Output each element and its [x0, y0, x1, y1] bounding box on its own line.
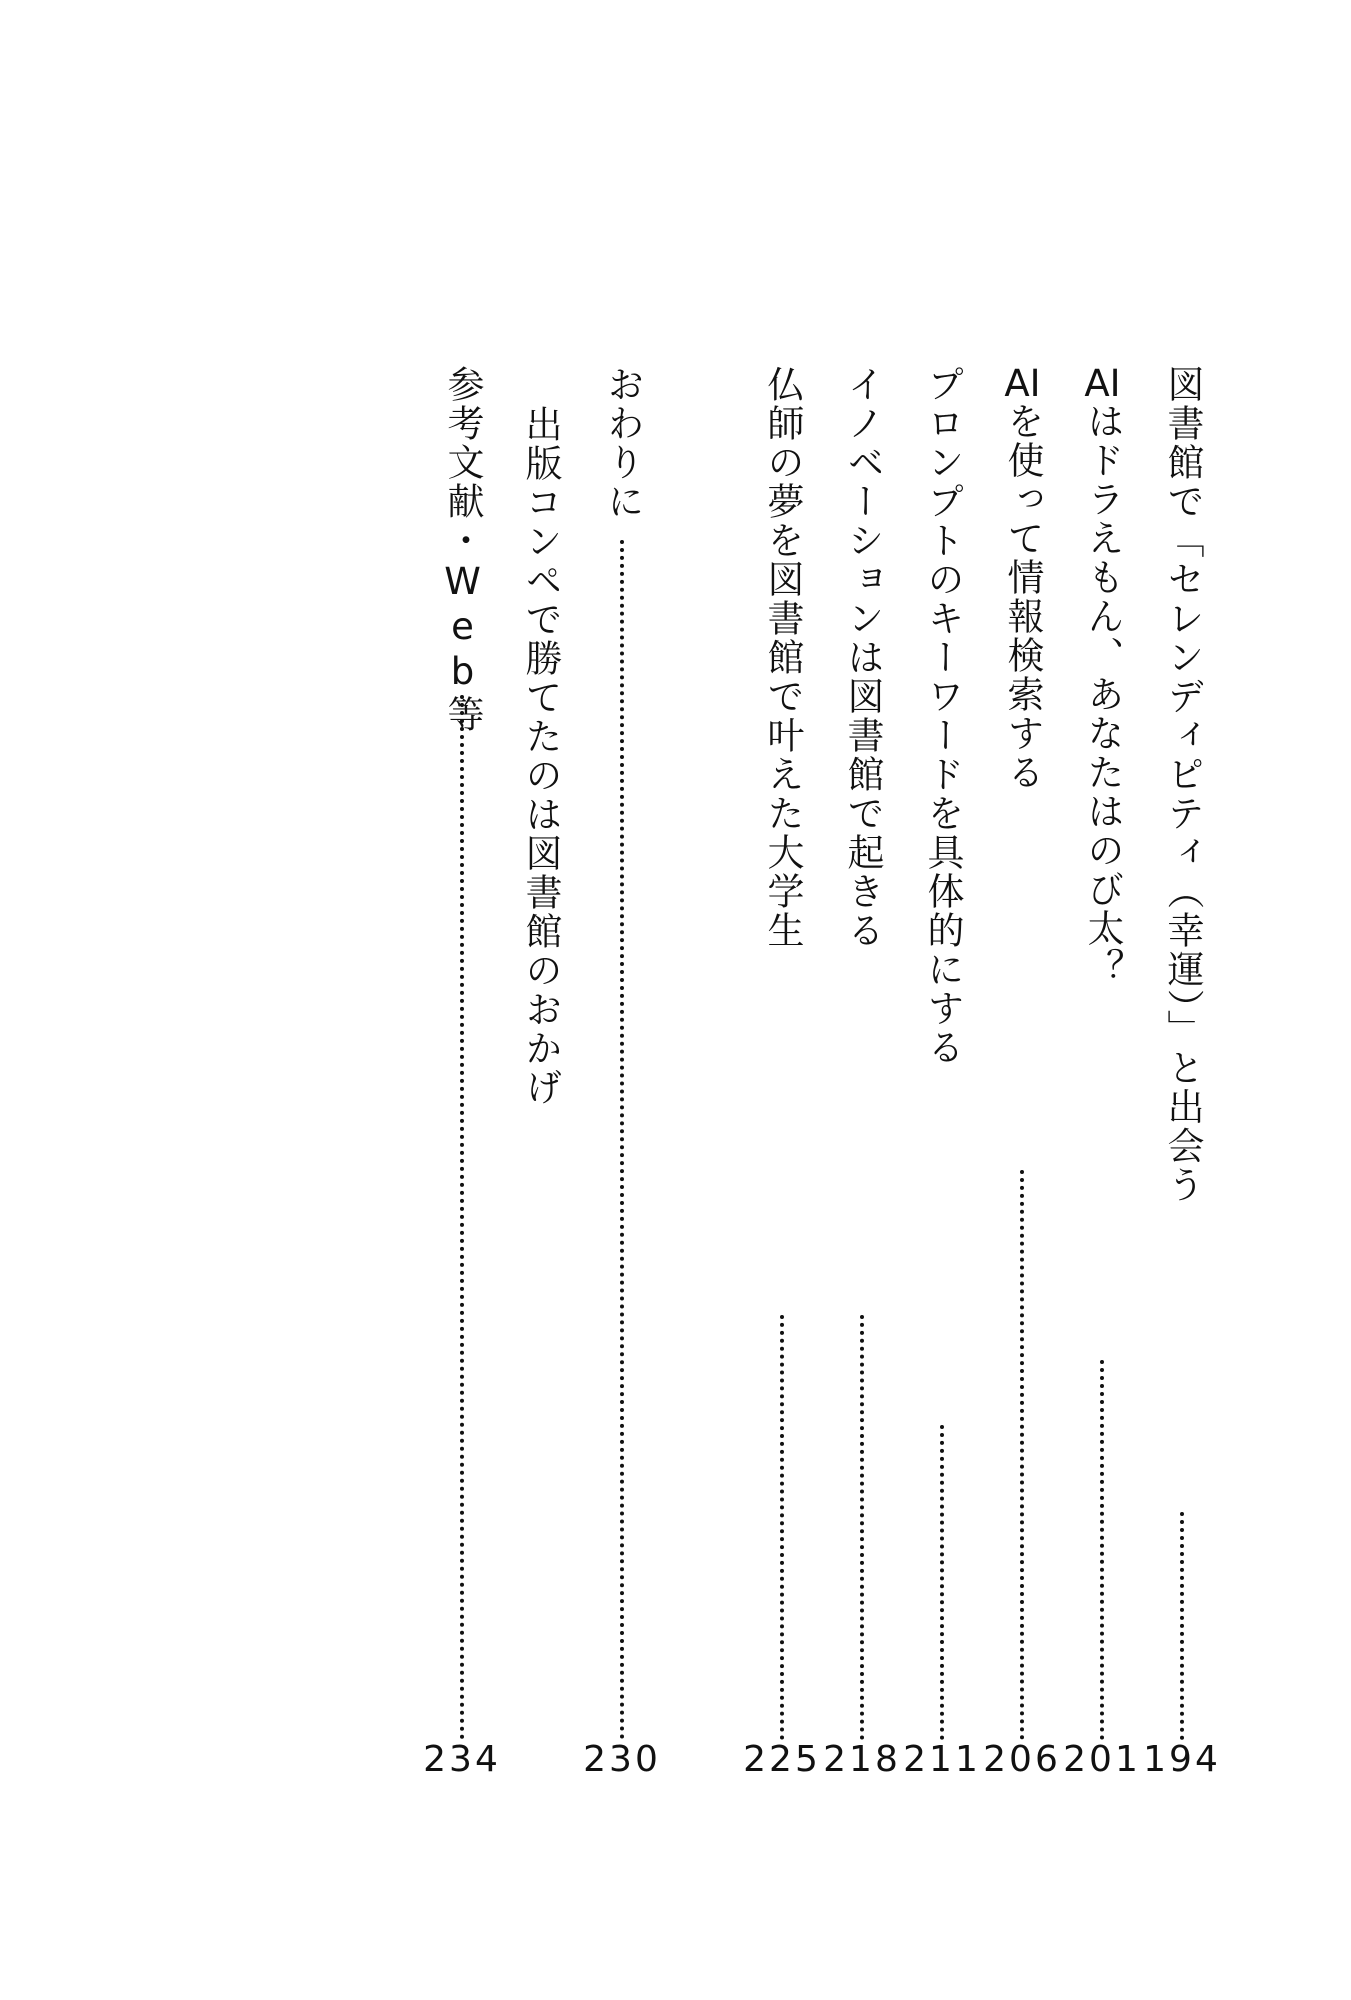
toc-entry — [920, 365, 964, 1740]
toc-entry — [440, 365, 484, 1740]
toc-entry-title: 出版コンペで勝てたのは図書館のおかげ — [519, 405, 562, 1107]
toc-entry-title — [1080, 365, 1124, 987]
toc-entry-title: おわりに — [601, 365, 644, 521]
toc-entry-title: イノベーションは図書館で起きる — [841, 365, 884, 950]
toc-entry-title-rest: はドラえもん、あなたはのび太？ — [1081, 402, 1124, 987]
toc-page-number: 230 — [583, 1739, 661, 1780]
toc-entry-title: 参考文献・Web等 — [441, 365, 484, 734]
toc-page-number: 234 — [423, 1739, 501, 1780]
toc-page-number: 201 — [1063, 1739, 1141, 1780]
toc-entry — [840, 365, 884, 1740]
toc-entry — [600, 365, 644, 1740]
toc-entry-title-lead: AI — [1004, 365, 1041, 402]
toc-page-number: 206 — [983, 1739, 1061, 1780]
toc-page-number: 218 — [823, 1739, 901, 1780]
toc-page-number: 225 — [743, 1739, 821, 1780]
toc-entry — [1000, 365, 1044, 1740]
toc-leader-dots — [1020, 1170, 1024, 1740]
toc-entry-title: 図書館で「セレンディピティ（幸運）」と出会う — [1161, 365, 1204, 1205]
toc-entry-title-lead: AI — [1084, 365, 1121, 402]
toc-leader-dots — [860, 1315, 864, 1740]
toc-page-number: 211 — [903, 1739, 981, 1780]
toc-leader-dots — [620, 540, 624, 1740]
toc-leader-dots — [940, 1425, 944, 1740]
toc-leader-dots — [1100, 1360, 1104, 1740]
toc-entry-title: プロンプトのキーワードを具体的にする — [921, 365, 964, 1067]
toc-entry — [760, 365, 804, 1740]
toc-leader-dots — [460, 695, 464, 1740]
toc-entry-title — [1000, 365, 1044, 792]
toc-entry-title: 仏師の夢を図書館で叶えた大学生 — [761, 365, 804, 950]
toc-subentry — [518, 405, 562, 1780]
toc-page-number: 194 — [1143, 1739, 1221, 1780]
toc-leader-dots — [1180, 1512, 1184, 1740]
toc-entry — [1080, 365, 1124, 1740]
toc-entry — [1160, 365, 1204, 1740]
toc-leader-dots — [780, 1315, 784, 1740]
toc-entry-title-rest: を使って情報検索する — [1001, 402, 1044, 792]
